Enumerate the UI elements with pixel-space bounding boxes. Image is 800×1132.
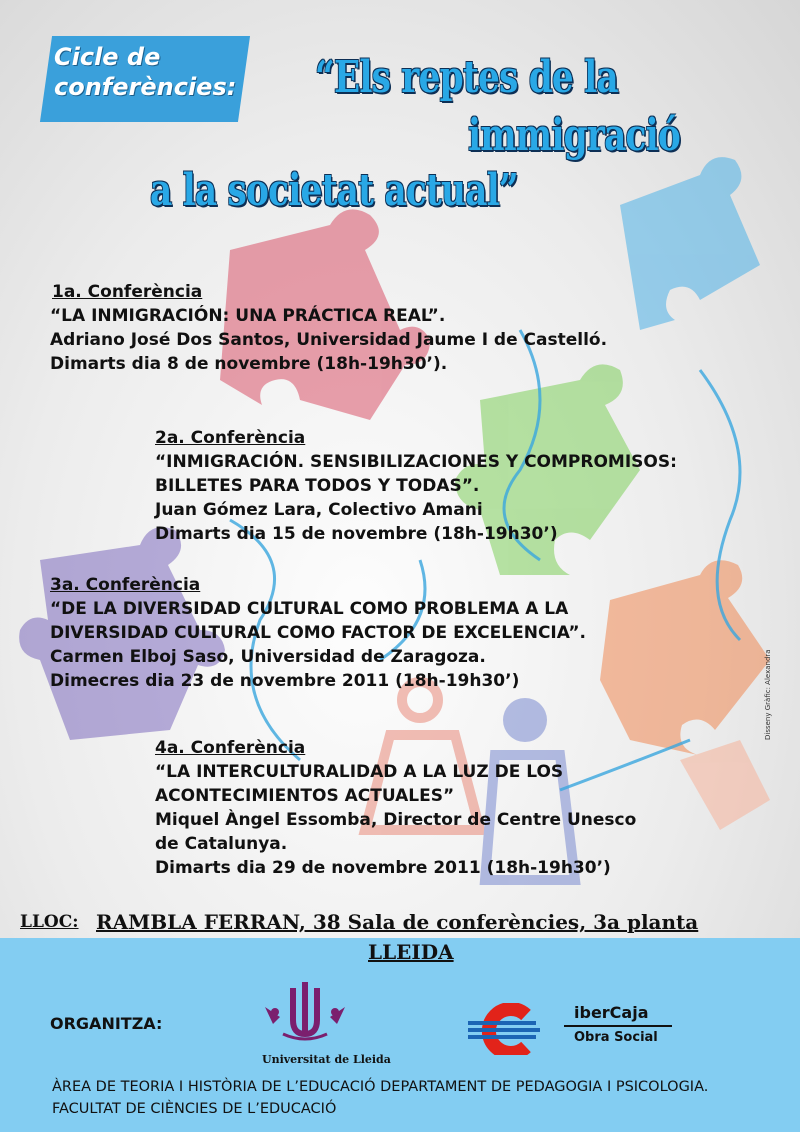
ibercaja-name: iberCaja bbox=[574, 1003, 649, 1022]
title-line-3: a la societat actual” bbox=[150, 165, 518, 216]
conference-3-heading: 3a. Conferència bbox=[50, 575, 201, 595]
conference-2-speaker: Juan Gómez Lara, Colectivo Amani bbox=[155, 500, 483, 520]
puzzle-piece-blue-map bbox=[620, 157, 760, 330]
location-label: LLOC: bbox=[20, 912, 79, 932]
conference-1-speaker: Adriano José Dos Santos, Universidad Jaume I de Castelló. bbox=[50, 330, 608, 350]
conference-4-speaker-line1: Miquel Àngel Essomba, Director de Centre Unesco bbox=[155, 810, 637, 830]
designer-credit: Disseny Gràfic: Alexandra bbox=[764, 649, 772, 740]
conference-4-heading: 4a. Conferència bbox=[155, 738, 306, 758]
organizer-label: ORGANITZA: bbox=[50, 1014, 163, 1033]
ibercaja-subtitle: Obra Social bbox=[574, 1030, 658, 1045]
conference-1 bbox=[50, 280, 607, 376]
conference-4-title-line1: “LA INTERCULTURALIDAD A LA LUZ DE LOS bbox=[155, 762, 564, 782]
conference-3-speaker: Carmen Elboj Saso, Universidad de Zaragoza. bbox=[50, 647, 486, 667]
ibercaja-logo-icon bbox=[468, 1003, 554, 1055]
title-line-2: immigració bbox=[468, 110, 681, 161]
conference-3 bbox=[50, 573, 586, 693]
conference-3-date: Dimecres dia 23 de novembre 2011 (18h-19h30’) bbox=[50, 671, 520, 691]
department-line2: FACULTAT DE CIÈNCIES DE L’EDUCACIÓ bbox=[52, 1101, 337, 1117]
department-line1: ÀREA DE TEORIA I HISTÒRIA DE L’EDUCACIÓ DEPARTAMENT DE PEDAGOGIA I PSICOLOGIA. bbox=[52, 1079, 709, 1095]
title-line-1: “Els reptes de la bbox=[315, 52, 618, 103]
conference-2-title-line2: BILLETES PARA TODOS Y TODAS”. bbox=[155, 476, 480, 496]
conference-1-date: Dimarts dia 8 de novembre (18h-19h30’). bbox=[50, 354, 448, 374]
conference-2 bbox=[155, 426, 677, 546]
conference-2-title-line1: “INMIGRACIÓN. SENSIBILIZACIONES Y COMPROMISOS: bbox=[155, 452, 677, 472]
location-address: RAMBLA FERRAN, 38 Sala de conferències, 3a planta bbox=[96, 910, 699, 934]
conference-3-title-line1: “DE LA DIVERSIDAD CULTURAL COMO PROBLEMA A LA bbox=[50, 599, 569, 619]
location-city: LLEIDA bbox=[368, 940, 454, 964]
udl-name: Universitat de Lleida bbox=[262, 1053, 391, 1066]
series-badge-line1: Cicle de bbox=[54, 43, 161, 71]
conference-4 bbox=[155, 736, 636, 880]
conference-1-heading: 1a. Conferència bbox=[52, 282, 203, 302]
department-info bbox=[52, 1076, 708, 1120]
conference-2-date: Dimarts dia 15 de novembre (18h-19h30’) bbox=[155, 524, 558, 544]
conference-4-title-line2: ACONTECIMIENTOS ACTUALES” bbox=[155, 786, 455, 806]
series-badge-text bbox=[54, 42, 244, 102]
conference-2-heading: 2a. Conferència bbox=[155, 428, 306, 448]
conference-3-title-line2: DIVERSIDAD CULTURAL COMO FACTOR DE EXCELENCIA”. bbox=[50, 623, 586, 643]
conference-4-speaker-line2: de Catalunya. bbox=[155, 834, 288, 854]
conference-1-title: “LA INMIGRACIÓN: UNA PRÁCTICA REAL”. bbox=[50, 306, 446, 326]
ibercaja-divider bbox=[564, 1025, 672, 1027]
series-badge-line2: conferències: bbox=[54, 73, 237, 101]
conference-4-date: Dimarts dia 29 de novembre 2011 (18h-19h30’) bbox=[155, 858, 611, 878]
puzzle-piece-orange bbox=[600, 560, 770, 755]
udl-logo-icon bbox=[255, 982, 355, 1044]
